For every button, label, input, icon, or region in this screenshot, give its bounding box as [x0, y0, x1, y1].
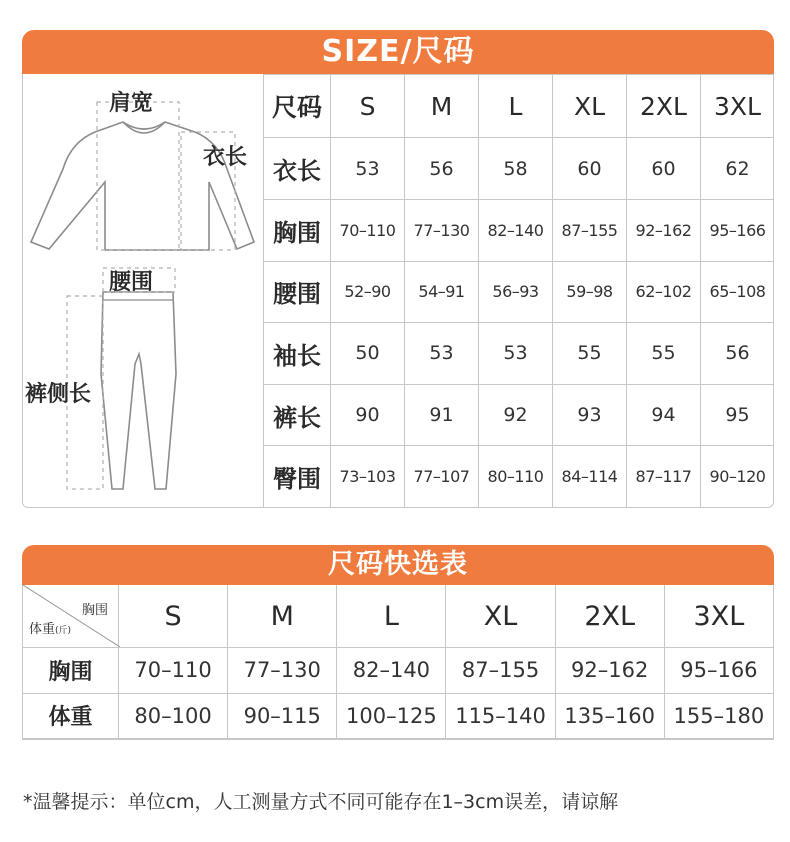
table-cell: 50 [331, 323, 405, 385]
table-cell: 70–110 [331, 199, 405, 261]
table-cell: 70–110 [119, 648, 228, 694]
table-row [264, 323, 775, 385]
size-col-header: XL [553, 75, 627, 138]
table-cell: 87–155 [553, 199, 627, 261]
size-header-label: 尺码 [264, 75, 331, 138]
table-cell: 95–166 [664, 648, 773, 694]
table-row [264, 138, 775, 200]
table-row [23, 648, 774, 694]
table-cell: 80–100 [119, 693, 228, 739]
table-cell: 55 [553, 323, 627, 385]
size-table [263, 74, 774, 508]
size-chart-block [22, 74, 774, 508]
table-cell: 59–98 [553, 261, 627, 323]
table-cell: 80–110 [479, 446, 553, 508]
table-cell: 82–140 [337, 648, 446, 694]
row-label: 胸围 [264, 199, 331, 261]
table-cell: 92 [479, 384, 553, 446]
table-cell: 56–93 [479, 261, 553, 323]
quick-select-title: 尺码快选表 [22, 545, 774, 585]
table-cell: 91 [405, 384, 479, 446]
size-col-header: L [337, 585, 446, 648]
quick-header-row [23, 585, 774, 648]
table-cell: 62 [701, 138, 775, 200]
row-label: 胸围 [23, 648, 119, 694]
size-col-header: M [228, 585, 337, 648]
table-cell: 115–140 [446, 693, 555, 739]
table-row [23, 693, 774, 739]
table-cell: 87–117 [627, 446, 701, 508]
table-cell: 62–102 [627, 261, 701, 323]
table-cell: 65–108 [701, 261, 775, 323]
table-cell: 92–162 [627, 199, 701, 261]
table-cell: 84–114 [553, 446, 627, 508]
table-cell: 55 [627, 323, 701, 385]
table-cell: 87–155 [446, 648, 555, 694]
table-row [264, 261, 775, 323]
table-cell: 52–90 [331, 261, 405, 323]
table-cell: 135–160 [555, 693, 664, 739]
side-length-label: 裤侧长 [25, 382, 92, 407]
table-cell: 100–125 [337, 693, 446, 739]
table-cell: 77–130 [228, 648, 337, 694]
table-cell: 90–115 [228, 693, 337, 739]
table-row [264, 446, 775, 508]
row-label: 臀围 [264, 446, 331, 508]
table-cell: 95 [701, 384, 775, 446]
table-cell: 77–130 [405, 199, 479, 261]
quick-select-table [22, 585, 774, 739]
table-cell: 155–180 [664, 693, 773, 739]
size-col-header: 2XL [555, 585, 664, 648]
table-cell: 95–166 [701, 199, 775, 261]
table-cell: 60 [627, 138, 701, 200]
size-chart-title: SIZE/尺码 [22, 30, 774, 74]
table-cell: 60 [553, 138, 627, 200]
garment-length-label: 衣长 [203, 145, 248, 170]
table-cell: 73–103 [331, 446, 405, 508]
table-cell: 58 [479, 138, 553, 200]
table-cell: 90–120 [701, 446, 775, 508]
size-col-header: M [405, 75, 479, 138]
table-cell: 82–140 [479, 199, 553, 261]
table-cell: 77–107 [405, 446, 479, 508]
row-label: 裤长 [264, 384, 331, 446]
table-cell: 56 [405, 138, 479, 200]
size-col-header: S [119, 585, 228, 648]
table-cell: 53 [479, 323, 553, 385]
corner-cell [23, 585, 119, 648]
size-col-header: 3XL [664, 585, 773, 648]
size-col-header: 2XL [627, 75, 701, 138]
table-cell: 93 [553, 384, 627, 446]
corner-bottom-label: 体重(斤) [29, 622, 72, 637]
size-col-header: 3XL [701, 75, 775, 138]
table-cell: 53 [331, 138, 405, 200]
table-cell: 94 [627, 384, 701, 446]
row-label: 衣长 [264, 138, 331, 200]
row-label: 袖长 [264, 323, 331, 385]
shoulder-width-label: 肩宽 [109, 91, 154, 116]
size-col-header: L [479, 75, 553, 138]
table-cell: 56 [701, 323, 775, 385]
garment-illustration [23, 74, 263, 508]
row-label: 腰围 [264, 261, 331, 323]
table-cell: 54–91 [405, 261, 479, 323]
waist-label: 腰围 [109, 270, 154, 295]
measurement-note: *温馨提示：单位cm，人工测量方式不同可能存在1–3cm误差，请谅解 [23, 791, 619, 813]
table-cell: 90 [331, 384, 405, 446]
table-cell: 53 [405, 323, 479, 385]
pants-outline-icon [101, 292, 176, 489]
quick-select-block [22, 585, 774, 740]
size-header-row [264, 75, 775, 138]
table-row [264, 384, 775, 446]
table-cell: 92–162 [555, 648, 664, 694]
table-row [264, 199, 775, 261]
size-col-header: S [331, 75, 405, 138]
size-col-header: XL [446, 585, 555, 648]
row-label: 体重 [23, 693, 119, 739]
corner-top-label: 胸围 [81, 603, 108, 618]
